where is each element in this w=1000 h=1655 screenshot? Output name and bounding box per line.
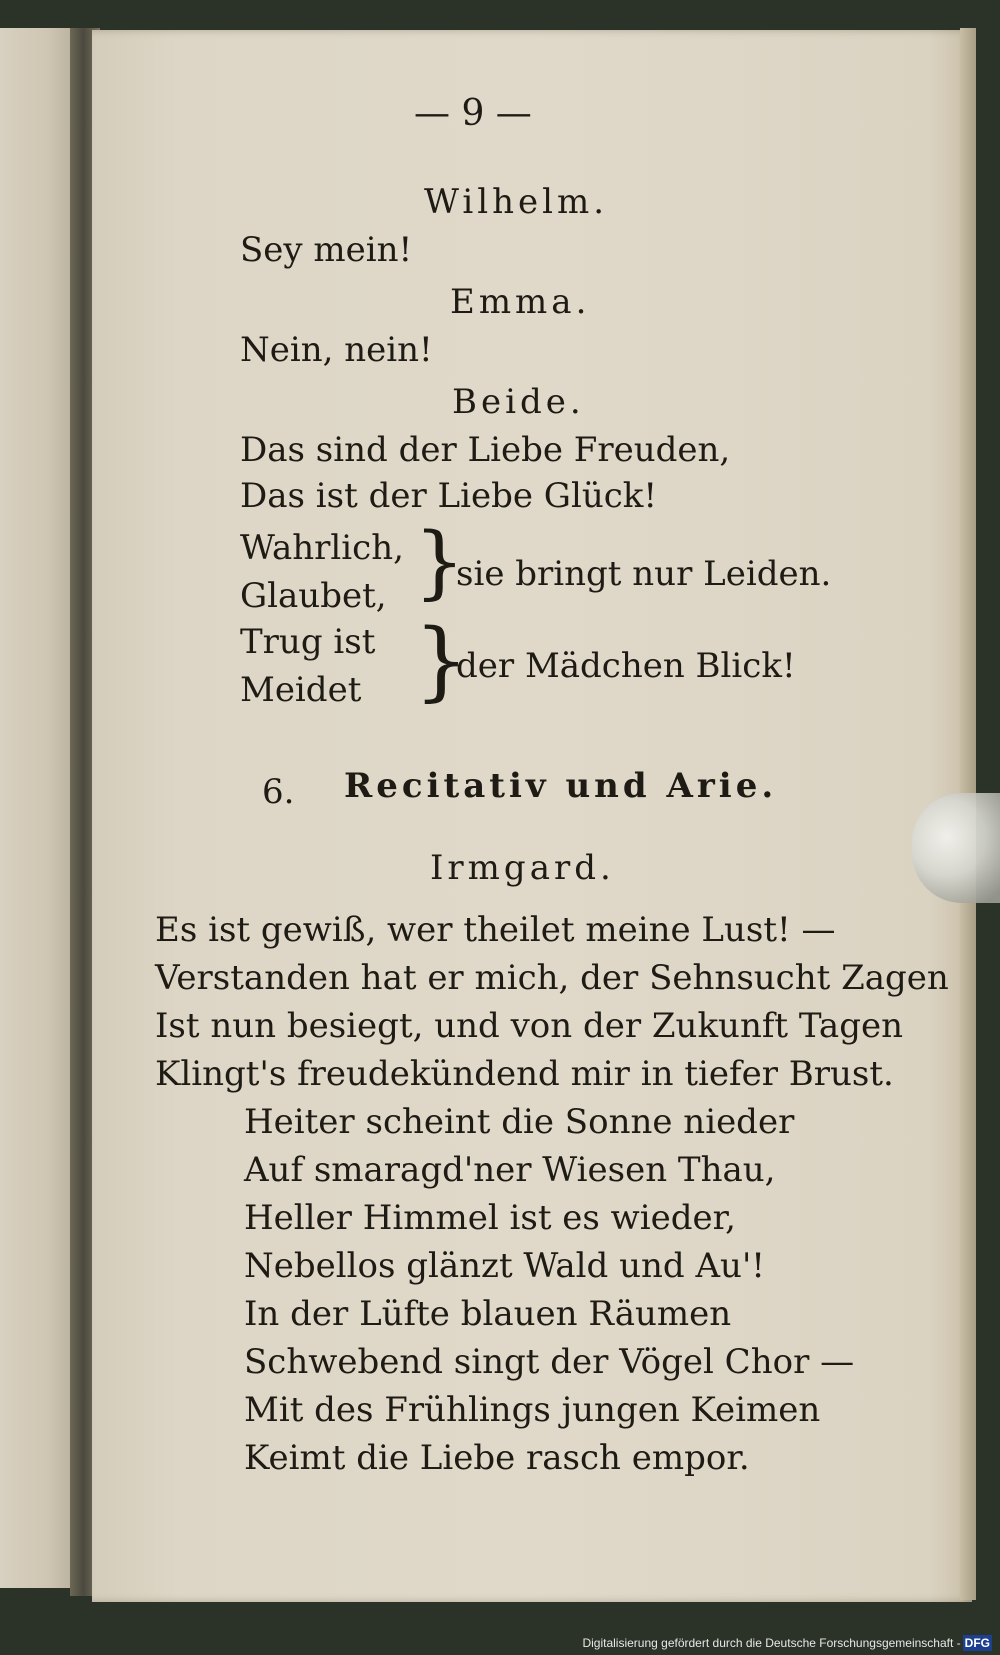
speaker-wilhelm: Wilhelm. bbox=[424, 182, 609, 222]
verse-line: Es ist gewiß, wer theilet meine Lust! — bbox=[155, 910, 836, 950]
brace-text: sie bringt nur Leiden. bbox=[456, 554, 832, 594]
brace-text: der Mädchen Blick! bbox=[456, 646, 796, 686]
verse-line: Schwebend singt der Vögel Chor — bbox=[244, 1342, 855, 1382]
verse-line: In der Lüfte blauen Räumen bbox=[244, 1294, 732, 1334]
verse-line: Heller Himmel ist es wieder, bbox=[244, 1198, 736, 1238]
digitization-credit bbox=[582, 1635, 992, 1651]
dialogue-line: Das ist der Liebe Glück! bbox=[240, 476, 658, 516]
curly-brace: } bbox=[414, 515, 465, 608]
left-page-edge bbox=[0, 28, 78, 1588]
speaker-irmgard: Irmgard. bbox=[430, 848, 615, 888]
speaker-emma: Emma. bbox=[450, 282, 591, 322]
section-title: Recitativ und Arie. bbox=[344, 766, 778, 806]
verse-line: Mit des Frühlings jungen Keimen bbox=[244, 1390, 821, 1430]
page-number: — 9 — bbox=[414, 93, 532, 134]
section-number: 6. bbox=[262, 772, 295, 812]
verse-line: Verstanden hat er mich, der Sehnsucht Zagen bbox=[155, 958, 949, 998]
verse-line: Ist nun besiegt, und von der Zukunft Tagen bbox=[155, 1006, 903, 1046]
brace-line: Wahrlich, bbox=[240, 528, 404, 568]
verse-line: Nebellos glänzt Wald und Au'! bbox=[244, 1246, 765, 1286]
dfg-logo: DFG bbox=[964, 1636, 990, 1650]
verse-line: Heiter scheint die Sonne nieder bbox=[244, 1102, 795, 1142]
brace-line: Meidet bbox=[240, 670, 362, 710]
speaker-beide: Beide. bbox=[452, 382, 585, 422]
verse-line: Klingt's freudekündend mir in tiefer Brust. bbox=[155, 1054, 894, 1094]
dialogue-line: Sey mein! bbox=[240, 230, 413, 270]
page-clip bbox=[912, 793, 1000, 903]
dialogue-line: Das sind der Liebe Freuden, bbox=[240, 430, 731, 470]
curly-brace: } bbox=[414, 611, 469, 711]
verse-line: Keimt die Liebe rasch empor. bbox=[244, 1438, 750, 1478]
brace-line: Trug ist bbox=[240, 622, 376, 662]
dialogue-line: Nein, nein! bbox=[240, 330, 433, 370]
verse-line: Auf smaragd'ner Wiesen Thau, bbox=[244, 1150, 776, 1190]
brace-line: Glaubet, bbox=[240, 576, 387, 616]
credit-text: Digitalisierung gefördert durch die Deutsche Forschungsgemeinschaft - bbox=[582, 1636, 961, 1650]
